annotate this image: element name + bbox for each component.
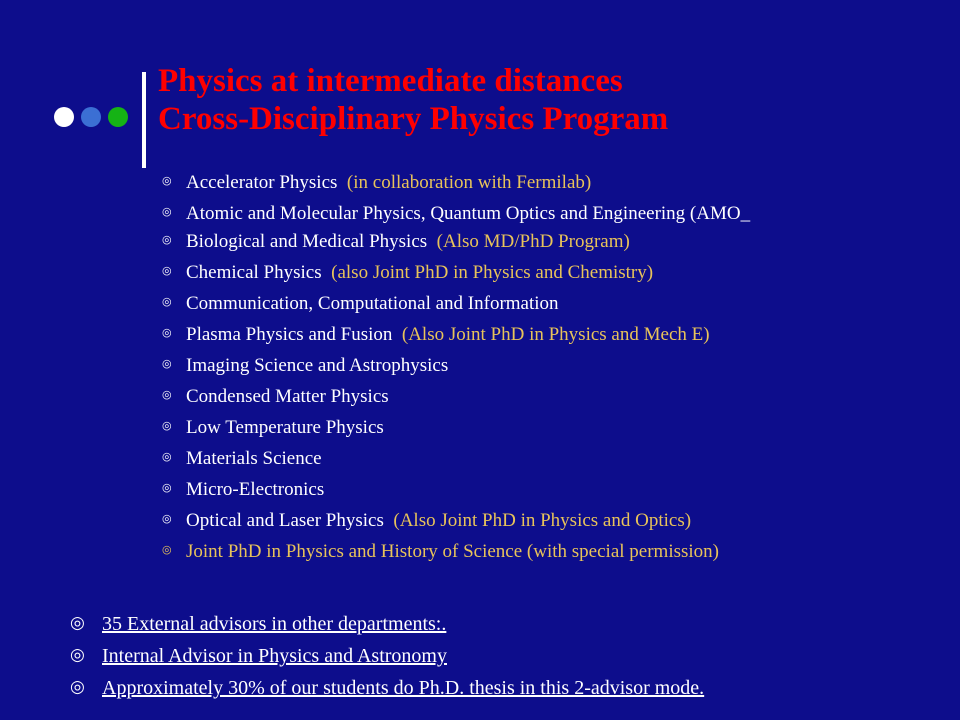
slide-title	[158, 62, 948, 138]
program-item	[160, 203, 920, 225]
ring-bullet-icon: ◎	[162, 358, 172, 370]
program-note: (also Joint PhD in Physics and Chemistry)	[331, 262, 654, 283]
ring-bullet-icon: ◎	[162, 513, 172, 525]
ring-bullet-icon: ◎	[162, 327, 172, 339]
blue-dot-icon	[81, 107, 101, 127]
program-name: Accelerator Physics	[186, 172, 338, 193]
program-item	[160, 293, 920, 315]
ring-bullet-icon: ◎	[162, 544, 172, 556]
program-name: Joint PhD in Physics and History of Science (with special permission)	[186, 541, 719, 562]
advisor-item	[70, 676, 930, 708]
program-item	[160, 541, 920, 563]
decorative-dots	[54, 107, 134, 131]
ring-bullet-icon: ◎	[162, 482, 172, 494]
ring-bullet-icon: ◎	[162, 206, 172, 218]
program-item	[160, 510, 920, 532]
program-item	[160, 448, 920, 470]
program-note: (Also MD/PhD Program)	[436, 231, 630, 252]
program-name: Low Temperature Physics	[186, 417, 384, 438]
program-item	[160, 479, 920, 501]
program-name: Optical and Laser Physics	[186, 510, 384, 531]
ring-bullet-icon: ◎	[162, 296, 172, 308]
green-dot-icon	[108, 107, 128, 127]
title-divider	[142, 72, 146, 168]
program-name: Atomic and Molecular Physics, Quantum Optics and Engineering (AMO_	[186, 203, 751, 224]
program-item	[160, 355, 920, 377]
program-item	[160, 172, 920, 194]
program-name: Condensed Matter Physics	[186, 386, 389, 407]
advisor-item	[70, 612, 930, 644]
program-item	[160, 386, 920, 408]
advisor-list	[70, 612, 930, 708]
advisor-text: Approximately 30% of our students do Ph.D. thesis in this 2-advisor mode.	[102, 677, 705, 699]
advisor-item	[70, 644, 930, 676]
program-name: Plasma Physics and Fusion	[186, 324, 393, 345]
title-line-2: Cross-Disciplinary Physics Program	[158, 101, 669, 137]
program-note: (Also Joint PhD in Physics and Mech E)	[401, 324, 710, 345]
program-note: (Also Joint PhD in Physics and Optics)	[393, 510, 692, 531]
ring-bullet-icon: ◎	[70, 677, 85, 696]
program-name: Imaging Science and Astrophysics	[186, 355, 449, 376]
program-name: Micro-Electronics	[186, 479, 325, 500]
ring-bullet-icon: ◎	[162, 389, 172, 401]
program-item	[160, 262, 920, 284]
ring-bullet-icon: ◎	[162, 265, 172, 277]
ring-bullet-icon: ◎	[70, 645, 85, 664]
title-line-1: Physics at intermediate distances	[158, 63, 623, 99]
white-dot-icon	[54, 107, 74, 127]
ring-bullet-icon: ◎	[70, 613, 85, 632]
program-name: Materials Science	[186, 448, 322, 469]
program-name: Communication, Computational and Information	[186, 293, 559, 314]
advisor-text: 35 External advisors in other departments:.	[102, 613, 447, 635]
program-item	[160, 417, 920, 439]
ring-bullet-icon: ◎	[162, 420, 172, 432]
program-item	[160, 231, 920, 253]
program-name: Chemical Physics	[186, 262, 322, 283]
advisor-text: Internal Advisor in Physics and Astronomy	[102, 645, 447, 667]
program-item	[160, 324, 920, 346]
ring-bullet-icon: ◎	[162, 451, 172, 463]
ring-bullet-icon: ◎	[162, 175, 172, 187]
ring-bullet-icon: ◎	[162, 234, 172, 246]
program-list	[160, 172, 920, 572]
program-note: (in collaboration with Fermilab)	[346, 172, 592, 193]
program-name: Biological and Medical Physics	[186, 231, 428, 252]
